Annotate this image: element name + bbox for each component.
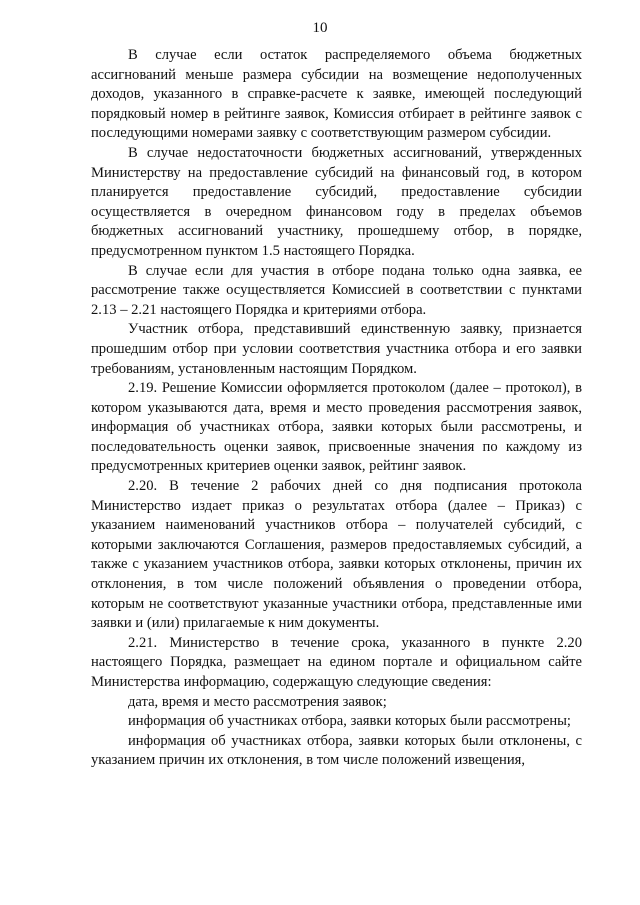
paragraph: Участник отбора, представивший единственную заявку, признается прошедшим отбор при условии соответствия участника отбора и его заявки требованиям, установленным настоящим Порядком.	[91, 321, 582, 377]
page-number: 10	[312, 20, 328, 36]
paragraph: В случае если остаток распределяемого объема бюджетных ассигнований меньше размера субсидии на возмещение недополученных доходов, указанного в справке-расчете к заявке, имеющей последующий порядковый номер в рейтинге заявок, Комиссия отбирает в рейтинге заявок с последующими номерами заявку с соответствующим размером субсидии.	[91, 47, 582, 142]
paragraph: 2.21. Министерство в течение срока, указанного в пункте 2.20 настоящего Порядка, размещает на едином портале и официальном сайте Министерства информацию, содержащую следующие сведения:	[91, 634, 582, 690]
paragraph: дата, время и место рассмотрения заявок;	[128, 693, 387, 710]
paragraph: В случае если для участия в отборе подана только одна заявка, ее рассмотрение также осуществляется Комиссией в соответствии с пунктами 2.13 – 2.21 настоящего Порядка и критериями отбора.	[91, 262, 582, 318]
document-body	[91, 46, 582, 771]
paragraph: информация об участниках отбора, заявки которых были отклонены, с указанием причин их отклонения, в том числе положений извещения,	[91, 732, 582, 769]
paragraph: информация об участниках отбора, заявки которых были рассмотрены;	[128, 713, 571, 730]
paragraph: 2.19. Решение Комиссии оформляется протоколом (далее – протокол), в котором указываются дата, время и место проведения рассмотрения заявок, информация об участниках отбора, заявки которых были рассмотрены, и последовательность оценки заявок, присвоенные значения по каждому из предусмотренных критериев оценки заявок, рейтинг заявок.	[91, 380, 582, 475]
paragraph: В случае недостаточности бюджетных ассигнований, утвержденных Министерству на предоставление субсидий на финансовый год, в котором планируется предоставление субсидий, предоставление субсидии осуществляется в очередном финансовом году в пределах объемов бюджетных ассигнований участнику, прошедшему отбор, в порядке, предусмотренном пунктом 1.5 настоящего Порядка.	[91, 144, 582, 259]
paragraph: 2.20. В течение 2 рабочих дней со дня подписания протокола Министерство издает приказ о результатах отбора (далее – Приказ) с указанием наименований участников отбора – получателей субсидий, с которыми заключаются Соглашения, размеров предоставляемых субсидий, а также с указанием участников отбора, заявки которых отклонены, причин их отклонения, в том числе положений объявления о проведении отбора, которым не соответствуют указанные участники отбора, представленные ими заявки и (или) прилагаемые к ним документы.	[91, 478, 582, 632]
